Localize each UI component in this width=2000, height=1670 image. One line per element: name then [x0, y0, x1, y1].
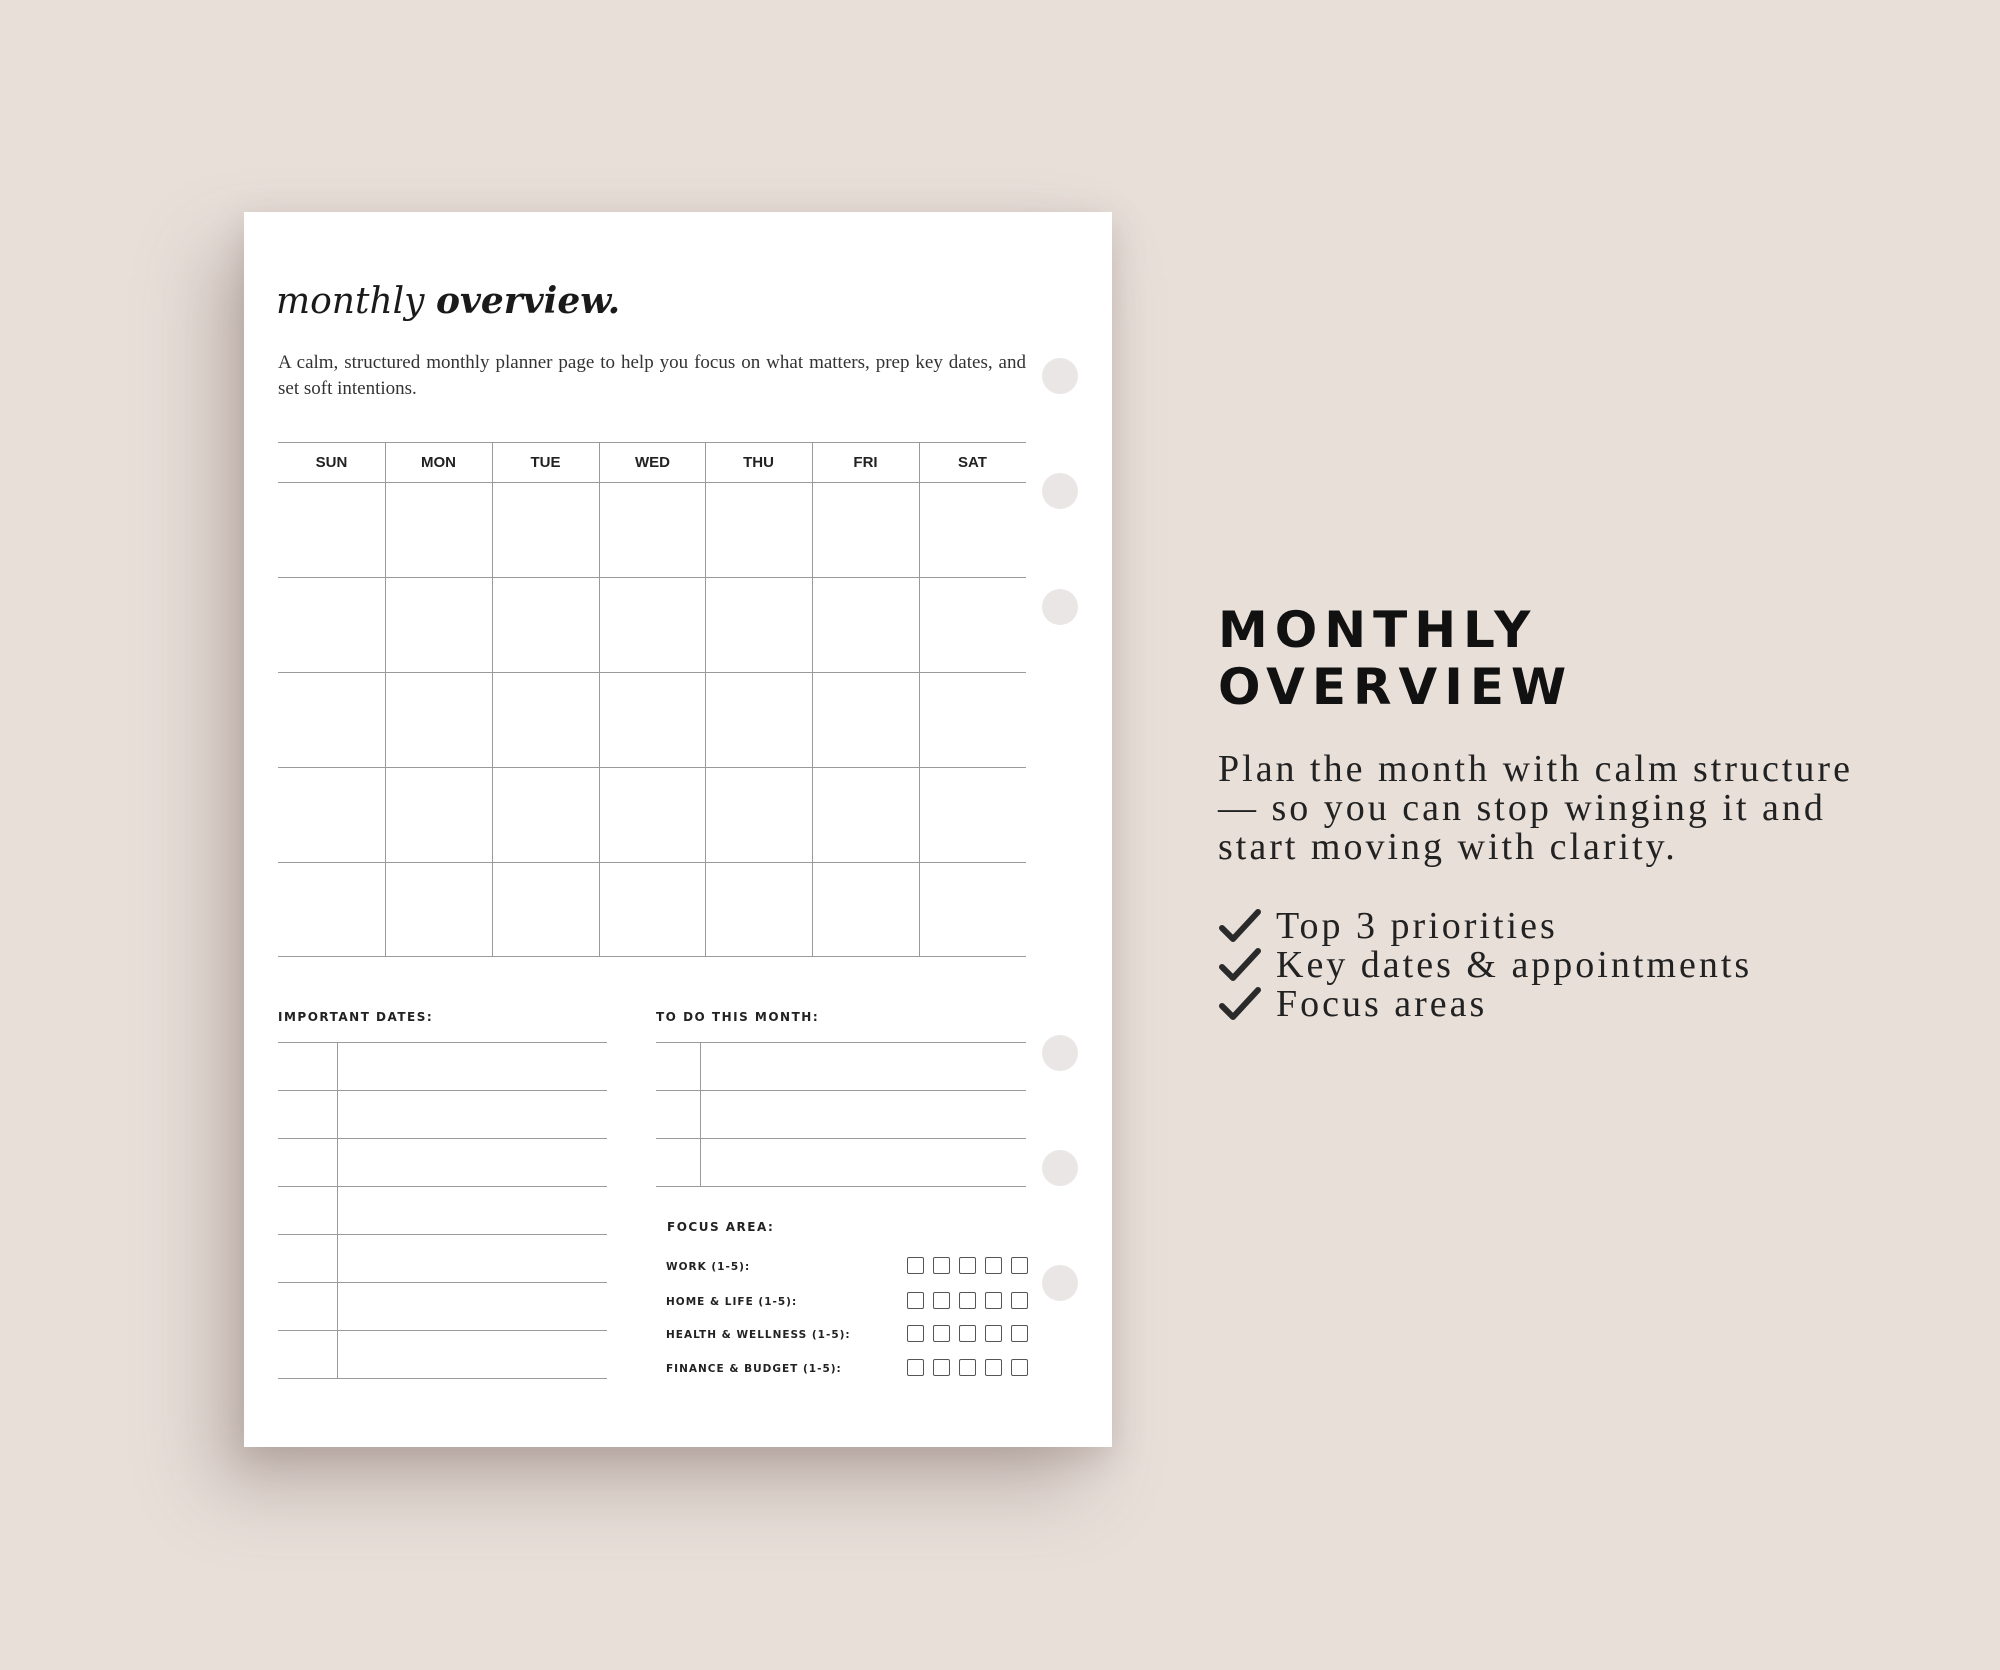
weekday-header: WED [635, 453, 670, 471]
promo-title-line2: OVERVIEW [1218, 658, 1574, 716]
binder-hole [1042, 358, 1078, 394]
rating-checkbox[interactable] [907, 1257, 924, 1274]
rating-boxes [907, 1292, 1028, 1309]
rating-checkbox[interactable] [933, 1292, 950, 1309]
calendar-column-line [599, 442, 600, 956]
focus-row [666, 1359, 1028, 1381]
planner-description: A calm, structured monthly planner page to help you focus on what matters, prep key dates, and set soft intentions. [278, 352, 1026, 399]
promo-title [1218, 602, 1573, 716]
focus-area-label: FOCUS AREA: [667, 1220, 775, 1234]
important-dates-line [278, 1186, 607, 1187]
rating-checkbox[interactable] [1011, 1359, 1028, 1376]
important-dates-line [278, 1138, 607, 1139]
binder-hole [1042, 589, 1078, 625]
important-dates-lines [278, 1042, 607, 1379]
important-dates-label: IMPORTANT DATES: [278, 1010, 434, 1024]
planner-title-light: monthly [276, 281, 425, 322]
todo-label: TO DO THIS MONTH: [656, 1010, 820, 1024]
focus-row [666, 1257, 1028, 1279]
calendar-row-line [278, 672, 1026, 673]
checklist-item-label: Focus areas [1276, 982, 1488, 1025]
binder-hole [1042, 1150, 1078, 1186]
calendar-column-line [385, 442, 386, 956]
checklist-item [1218, 984, 1752, 1023]
planner-title-bold: overview. [435, 280, 621, 322]
calendar-row-line [278, 862, 1026, 863]
promo-title-line1: MONTHLY [1218, 601, 1538, 659]
focus-row-label: WORK (1-5): [666, 1261, 751, 1273]
checklist-item-label: Top 3 priorities [1276, 904, 1558, 947]
checklist-item [1218, 945, 1752, 984]
weekday-header: TUE [530, 453, 561, 471]
weekday-header: MON [421, 453, 456, 471]
checkmark-icon [1218, 943, 1262, 987]
rating-checkbox[interactable] [985, 1257, 1002, 1274]
calendar-row-line [278, 767, 1026, 768]
weekday-header: THU [743, 453, 774, 471]
planner-title [276, 280, 620, 322]
rating-checkbox[interactable] [933, 1325, 950, 1342]
checkmark-icon [1218, 982, 1262, 1026]
rating-checkbox[interactable] [907, 1359, 924, 1376]
rating-checkbox[interactable] [959, 1325, 976, 1342]
focus-row-label: FINANCE & BUDGET (1-5): [666, 1363, 842, 1375]
weekday-header: SUN [315, 453, 348, 471]
checklist-item-label: Key dates & appointments [1276, 943, 1753, 986]
todo-line [656, 1090, 1026, 1091]
promo-checklist [1218, 906, 1752, 1023]
todo-margin-line [700, 1042, 701, 1186]
rating-checkbox[interactable] [985, 1292, 1002, 1309]
weekday-header: SAT [958, 453, 987, 471]
important-dates-line [278, 1282, 607, 1283]
rating-checkbox[interactable] [1011, 1257, 1028, 1274]
calendar-column-line [705, 442, 706, 956]
checklist-item [1218, 906, 1752, 945]
focus-row [666, 1325, 1028, 1347]
calendar-row-line [278, 577, 1026, 578]
todo-line [656, 1042, 1026, 1043]
calendar-row-line [278, 482, 1026, 483]
important-dates-line [278, 1042, 607, 1043]
rating-boxes [907, 1257, 1028, 1274]
binder-hole [1042, 473, 1078, 509]
rating-checkbox[interactable] [1011, 1325, 1028, 1342]
important-dates-line [278, 1378, 607, 1379]
rating-checkbox[interactable] [985, 1325, 1002, 1342]
rating-checkbox[interactable] [933, 1359, 950, 1376]
rating-checkbox[interactable] [1011, 1292, 1028, 1309]
binder-hole [1042, 1035, 1078, 1071]
todo-line [656, 1138, 1026, 1139]
important-dates-line [278, 1234, 607, 1235]
weekday-header: FRI [853, 453, 878, 471]
rating-checkbox[interactable] [959, 1359, 976, 1376]
focus-row-label: HOME & LIFE (1-5): [666, 1296, 798, 1308]
rating-checkbox[interactable] [933, 1257, 950, 1274]
todo-line [656, 1186, 1026, 1187]
rating-checkbox[interactable] [959, 1292, 976, 1309]
calendar-grid [278, 442, 1026, 956]
rating-checkbox[interactable] [985, 1359, 1002, 1376]
calendar-row-line [278, 956, 1026, 957]
important-dates-line [278, 1090, 607, 1091]
rating-boxes [907, 1325, 1028, 1342]
rating-checkbox[interactable] [907, 1325, 924, 1342]
rating-boxes [907, 1359, 1028, 1376]
important-dates-line [278, 1330, 607, 1331]
rating-checkbox[interactable] [907, 1292, 924, 1309]
todo-lines [656, 1042, 1026, 1188]
calendar-column-line [492, 442, 493, 956]
promo-description: Plan the month with calm structure — so you can stop winging it and start moving with clarity. [1218, 748, 1853, 868]
focus-row [666, 1292, 1028, 1314]
rating-checkbox[interactable] [959, 1257, 976, 1274]
calendar-column-line [812, 442, 813, 956]
binder-hole [1042, 1265, 1078, 1301]
calendar-column-line [919, 442, 920, 956]
important-dates-margin-line [337, 1042, 338, 1378]
checkmark-icon [1218, 904, 1262, 948]
focus-row-label: HEALTH & WELLNESS (1-5): [666, 1329, 851, 1341]
